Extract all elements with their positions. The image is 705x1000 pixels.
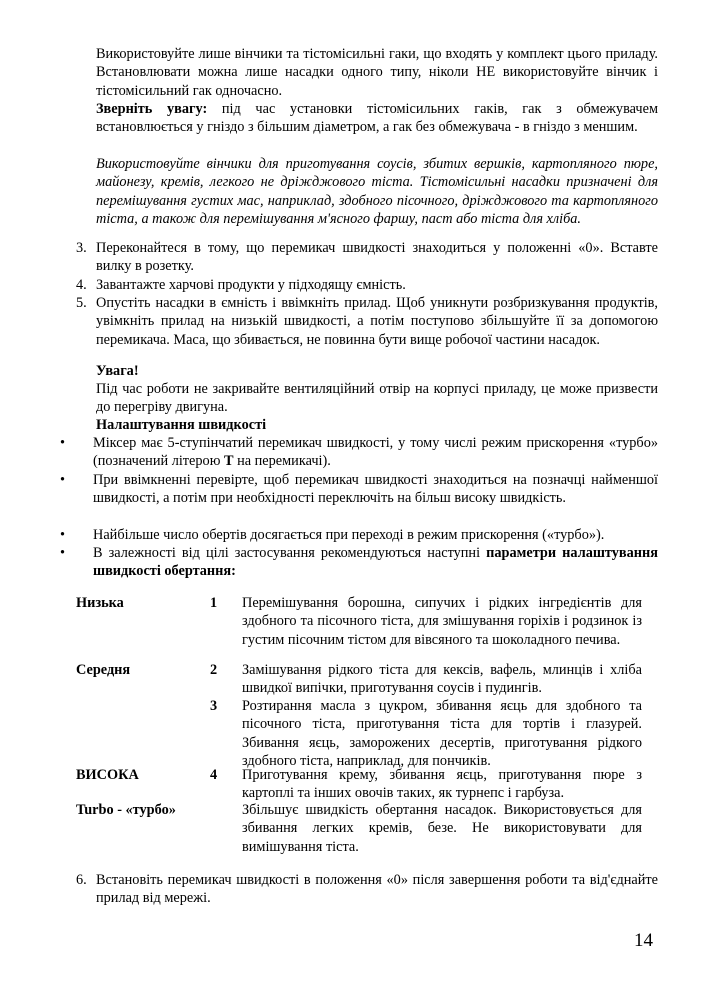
speed-level: Turbo - «турбо» [76,802,176,818]
speed-number: 4 [210,767,218,783]
step-number: 6. [76,872,87,888]
page-number: 14 [634,930,653,951]
speed-number: 3 [210,698,218,714]
speed-row-low [76,594,642,649]
step-number: 3. [76,240,87,256]
warning-title: Увага! [96,363,139,379]
bullet-item: • Найбільше число обертів досягається при переході в режим прискорення («турбо»). [60,527,605,543]
bullet-icon: • [60,435,66,451]
speed-description: Приготування крему, збивання яєць, приготування пюре з картоплі та інших овочів таких, як турнепс і гарбуза. [242,767,642,802]
speed-description: Збільшує швидкість обертання насадок. Використовується для збивання легких кремів, безе. Не використовувати для вимішування тіста. [242,802,642,855]
speed-row-high [76,766,642,803]
speed-level: ВИСОКА [76,767,139,783]
speed-settings-heading: Налаштування швидкості [96,417,267,433]
speed-number: 1 [210,595,218,611]
bullet-item: • Міксер має 5-ступінчатий перемикач швидкості, у тому числі режим прискорення «турбо» (позначений літерою T на перемикачі). [60,435,658,470]
note-label: Зверніть увагу: [96,101,208,117]
step-text: Переконайтеся в тому, що перемикач швидкості знаходиться у положенні «0». Вставте вилку в розетку. [96,240,658,275]
speed-row-medium [76,661,642,698]
step-text: Завантажте харчові продукти у підходящу ємність. [96,277,406,293]
bullet-icon: • [60,545,66,561]
speed-row-turbo [76,801,642,856]
note-paragraph [96,100,658,137]
note-text: під час установки тістомісильних гаків, гак з обмежувачем встановлюється у гніздо з більшим діаметром, а гак без обмежувача - в гніздо з меншим. [96,101,659,136]
speed-number: 2 [210,662,218,678]
bullet-icon: • [60,527,66,543]
step-6 [76,871,658,908]
step-4 [76,276,658,294]
bullet-icon: • [60,472,66,488]
step-number: 5. [76,295,87,311]
warning-text: Під час роботи не закривайте вентиляційний отвір на корпусі приладу, це може призвести до перегріву двигуна. [96,381,658,416]
speed-description: Перемішування борошна, сипучих і рідких інгредієнтів для здобного та пісочного тіста, для змішування горіхів і родзинок із густим пісочним тістом для вівсяного та шоколадного печива. [242,595,642,648]
speed-row-3 [76,697,642,771]
speed-description: Замішування рідкого тіста для кексів, вафель, млинців і хліба швидкої випічки, приготування соусів і пудингів. [242,662,642,697]
step-text: Встановіть перемикач швидкості в положення «0» після завершення роботи та від'єднайте прилад від мережі. [96,872,658,907]
intro-paragraph: Використовуйте лише вінчики та тістомісильні гаки, що входять у комплект цього приладу. Встановлювати можна лише насадки одного типу, ніколи НЕ використовуйте вінчик і тістомісильний гак одночасно. [96,46,658,99]
speed-level: Низька [76,595,124,611]
step-3 [76,239,658,276]
step-5 [76,294,658,349]
bullet-item: • В залежності від цілі застосування рекомендуються наступні параметри налаштування швидкості обертання: [60,545,658,580]
speed-description: Розтирання масла з цукром, збивання яєць для здобного та пісочного тіста, приготування тіста для тортів і глазурей. Збивання яєць, заморожених десертів, приготування рідкого здобного тіста, наприклад, для пончиків. [242,698,642,770]
step-number: 4. [76,277,87,293]
speed-level: Середня [76,662,131,678]
step-text: Опустіть насадки в ємність і ввімкніть прилад. Щоб уникнути розбризкування продуктів, увімкніть прилад на низькій швидкості, а потім поступово збільшуйте її за допомогою перемикача. Маса, що збивається, не повинна бути вище робочої частини насадок. [96,295,658,348]
bullet-item: • При ввімкненні перевірте, щоб перемикач швидкості знаходиться на позначці найменшої швидкості, а потім при необхідності переключіть на більш високу швидкість. [60,472,658,507]
italic-paragraph: Використовуйте вінчики для приготування соусів, збитих вершків, картопляного пюре, майонезу, кремів, легкого не дріжджового тіста. Тістомісильні насадки призначені для перемішування густих мас, наприклад, здобного пісочного, дріжджового та картопляного тіста, а також для перемішування м'ясного фаршу, паст або тіста для хліба. [96,156,658,228]
